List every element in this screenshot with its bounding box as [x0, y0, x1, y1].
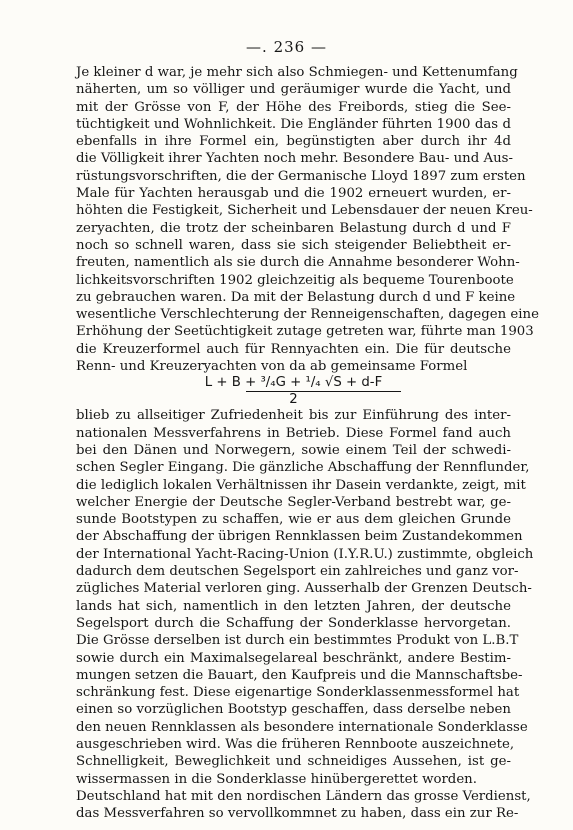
text-line: mungen setzen die Bauart, den Kaufpreis und die Mannschaftsbe- [76, 667, 523, 683]
text-line: Schnelligkeit, Beweglichkeit und schneidiges Aussehen, ist ge- [76, 754, 511, 770]
text-line: wesentliche Verschlechterung der Renneigenschaften, dagegen eine [76, 307, 539, 323]
text-line: wissermassen in die Sonderklasse hinübergerettet worden. [76, 771, 477, 787]
text-line: schen Segler Eingang. Die gänzliche Abschaffung der Rennflunder, [76, 460, 530, 476]
text-line: ebenfalls in ihre Formel ein, begünstigten aber durch ihr 4d [76, 134, 511, 150]
text-line: sowie durch ein Maximalsegelareal beschränkt, andere Bestim- [76, 650, 511, 666]
text-line: die Kreuzerformel auch für Rennyachten ein. Die für deutsche [76, 341, 511, 357]
text-line: der International Yacht-Racing-Union (I.Y.R.U.) zustimmte, obgleich [76, 546, 534, 562]
text-line: dadurch dem deutschen Segelsport ein zahlreiches und ganz vor- [76, 564, 519, 580]
text-line: bei den Dänen und Norwegern, sowie einem Teil der schwedi- [76, 442, 511, 458]
text-line: Erhöhung der Seetüchtigkeit zutage getreten war, führte man 1903 [76, 324, 534, 340]
text-line: nationalen Messverfahrens in Betrieb. Diese Formel fand auch [76, 425, 511, 441]
text-line: lichkeitsvorschriften 1902 gleichzeitig als bequeme Tourenboote [76, 272, 514, 288]
text-line: Renn- und Kreuzeryachten von da ab gemeinsame Formel [76, 359, 468, 375]
formula [76, 375, 511, 407]
text-line: den neuen Rennklassen als besondere internationale Sonderklasse [76, 719, 528, 735]
text-line: zügliches Material verloren ging. Ausserhalb der Grenzen Deutsch- [76, 581, 532, 597]
text-line: tüchtigkeit und Wohnlichkeit. Die Engländer führten 1900 das d [76, 116, 511, 132]
paragraph-before-formula [76, 64, 539, 375]
formula-numerator: L + B + ³/₄G + ¹/₄ √S + d-F [204, 375, 383, 391]
text-line: Male für Yachten herausgab und die 1902 erneuert wurden, er- [76, 186, 511, 202]
text-line: einen so vorzüglichen Bootstyp geschaffen, dass derselbe neben [76, 702, 511, 718]
text-line: Segelsport durch die Schaffung der Sonderklasse hervorgetan. [76, 615, 511, 631]
text-line: näherten, um so völliger und geräumiger wurde die Yacht, und [76, 82, 511, 98]
text-line: blieb zu allseitiger Zufriedenheit bis zur Einführung des inter- [76, 408, 511, 424]
text-line: Die Grösse derselben ist durch ein bestimmtes Produkt von L.B.T [76, 633, 519, 649]
text-line: lands hat sich, namentlich in den letzten Jahren, der deutsche [76, 598, 511, 614]
page-number: —. 236 — [246, 38, 327, 56]
text-line: die Völligkeit ihrer Yachten noch mehr. Besondere Bau- und Aus- [76, 151, 513, 167]
text-line: rüstungsvorschriften, die der Germanische Lloyd 1897 zum ersten [76, 168, 526, 184]
text-line: die lediglich lokalen Verhältnissen ihr Dasein verdankte, zeigt, mit [76, 477, 526, 493]
text-line: zeryachten, die trotz der scheinbaren Belastung durch d und F [76, 220, 511, 236]
text-line: freuten, namentlich als sie durch die Annahme besonderer Wohn- [76, 255, 520, 271]
formula-denominator: 2 [289, 392, 298, 408]
text-line: sunde Bootstypen zu schaffen, wie er aus dem gleichen Grunde [76, 512, 511, 528]
text-line: mit der Grösse von F, der Höhe des Freibords, stieg die See- [76, 99, 511, 115]
text-line: das Messverfahren so vervollkommnet zu haben, dass ein zur Re- [76, 806, 519, 822]
text-line: ausgeschrieben wird. Was die früheren Rennboote auszeichnete, [76, 736, 515, 752]
text-line: noch so schnell waren, dass sie sich steigender Beliebtheit er- [76, 237, 511, 253]
text-line: Je kleiner d war, je mehr sich also Schmiegen- und Kettenumfang [76, 65, 518, 80]
text-line: der Abschaffung der übrigen Rennklassen beim Zustandekommen [76, 529, 523, 545]
text-line: Deutschland hat mit den nordischen Ländern das grosse Verdienst, [76, 788, 531, 804]
text-line: welcher Energie der Deutsche Segler-Verband bestrebt war, ge- [76, 494, 511, 510]
body-text [76, 64, 539, 822]
text-line: höhten die Festigkeit, Sicherheit und Lebensdauer der neuen Kreu- [76, 203, 533, 219]
text-line: zu gebrauchen waren. Da mit der Belastung durch d und F keine [76, 289, 516, 305]
text-line: schränkung fest. Diese eigenartige Sonderklassenmessformel hat [76, 685, 520, 701]
paragraph-after-formula [76, 407, 534, 822]
